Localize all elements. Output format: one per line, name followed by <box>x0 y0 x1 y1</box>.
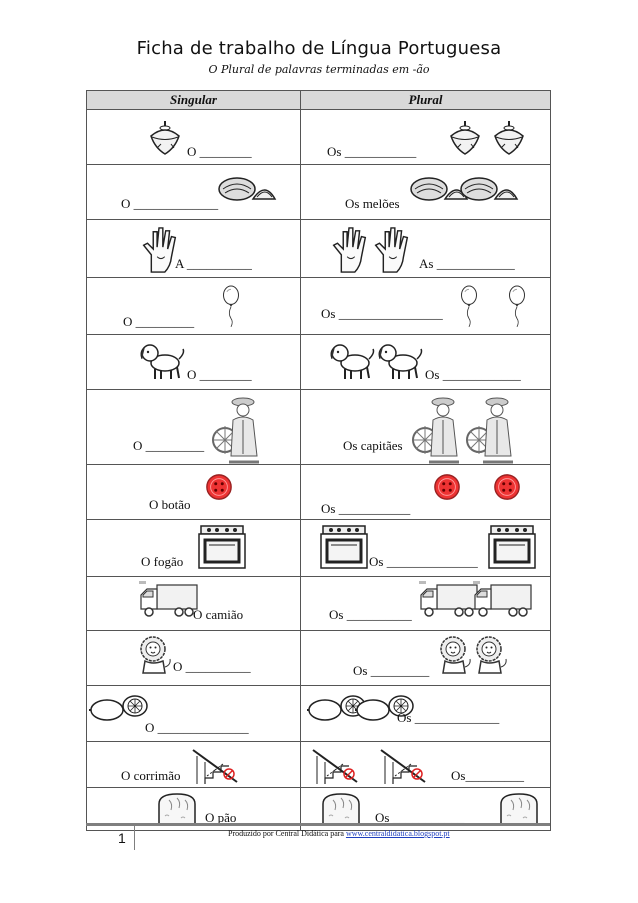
balloon-icon <box>221 282 241 330</box>
truck-icon <box>419 581 479 621</box>
worksheet-row <box>87 165 551 220</box>
singular-answer: O __________ <box>173 659 251 674</box>
singular-answer: O ______________ <box>145 720 249 735</box>
plural-answer: Os capitães <box>343 438 403 453</box>
hand-icon <box>329 226 369 274</box>
worksheet-subtitle: O Plural de palavras terminadas em -ão <box>208 63 430 76</box>
plural-answer: Os _____________ <box>397 710 500 725</box>
worksheet-row <box>87 686 551 742</box>
melon-icon <box>459 175 519 205</box>
singular-answer: O _________ <box>133 438 205 453</box>
melon-icon <box>217 175 277 205</box>
worksheet-row <box>87 742 551 788</box>
plural-answer: Os ______________ <box>369 554 478 569</box>
plural-answer: Os ___________ <box>375 810 465 825</box>
worksheet-row <box>87 220 551 278</box>
worksheet-row <box>87 520 551 577</box>
worksheet-row <box>87 577 551 631</box>
column-header-plural: Plural <box>301 91 551 110</box>
plural-answer: As ____________ <box>419 256 515 271</box>
singular-answer: O _____________ <box>121 196 219 211</box>
plural-worksheet-table <box>86 90 551 831</box>
footer-rule <box>86 823 550 826</box>
plural-answer: Os ________________ <box>321 306 443 321</box>
worksheet-row <box>87 631 551 686</box>
bread-icon <box>319 790 363 826</box>
plural-answer: Os __________ <box>329 607 412 622</box>
truck-icon <box>473 581 533 621</box>
balloon-icon <box>507 282 527 330</box>
page-number-divider <box>134 826 135 850</box>
spinning-top-icon <box>145 118 185 158</box>
worksheet-row <box>87 465 551 520</box>
plural-answer: Os ____________ <box>425 367 521 382</box>
stove-icon <box>197 524 247 570</box>
spinning-top-icon <box>445 118 485 158</box>
singular-answer: O ________ <box>187 367 252 382</box>
button-icon <box>205 473 233 501</box>
plural-answer: Os ___________ <box>327 144 417 159</box>
balloon-icon <box>459 282 479 330</box>
button-icon <box>493 473 521 501</box>
singular-answer: O botão <box>149 497 191 512</box>
captain-icon <box>465 394 515 464</box>
handrail-icon <box>191 746 241 786</box>
singular-answer: O corrimão <box>121 768 181 783</box>
dog-icon <box>327 341 377 381</box>
plural-answer: Os_________ <box>451 768 524 783</box>
hand-icon <box>371 226 411 274</box>
plural-answer: Os melões <box>345 196 400 211</box>
singular-answer: O _________ <box>123 314 195 329</box>
lion-icon <box>137 635 173 675</box>
lion-icon <box>437 635 473 675</box>
singular-answer: O fogão <box>141 554 184 569</box>
stove-icon <box>319 524 369 570</box>
truck-icon <box>139 581 199 621</box>
worksheet-row <box>87 390 551 465</box>
lemon-icon <box>89 692 149 722</box>
worksheet-row <box>87 278 551 335</box>
dog-icon <box>137 341 187 381</box>
dog-icon <box>375 341 425 381</box>
spinning-top-icon <box>489 118 529 158</box>
credit-text: Produzido por Central Didática para <box>228 829 346 838</box>
credit-link[interactable]: www.centraldidatica.blogspot.pt <box>345 829 450 838</box>
handrail-icon <box>379 746 429 786</box>
column-header-singular: Singular <box>87 91 301 110</box>
handrail-icon <box>311 746 361 786</box>
plural-answer: Os ___________ <box>321 501 411 516</box>
plural-answer: Os _________ <box>353 663 430 678</box>
captain-icon <box>411 394 461 464</box>
hand-icon <box>139 226 179 274</box>
button-icon <box>433 473 461 501</box>
singular-answer: O ________ <box>187 144 252 159</box>
stove-icon <box>487 524 537 570</box>
bread-icon <box>497 790 541 826</box>
captain-icon <box>211 394 261 464</box>
singular-answer: O camião <box>193 607 244 622</box>
bread-icon <box>155 790 199 826</box>
worksheet-row <box>87 110 551 165</box>
page-number: 1 <box>118 830 126 846</box>
worksheet-title: Ficha de trabalho de Língua Portuguesa <box>136 38 502 59</box>
footer-credit <box>228 829 450 838</box>
singular-answer: A __________ <box>175 256 252 271</box>
singular-answer: O pão <box>205 810 237 825</box>
lion-icon <box>473 635 509 675</box>
worksheet-row <box>87 335 551 390</box>
